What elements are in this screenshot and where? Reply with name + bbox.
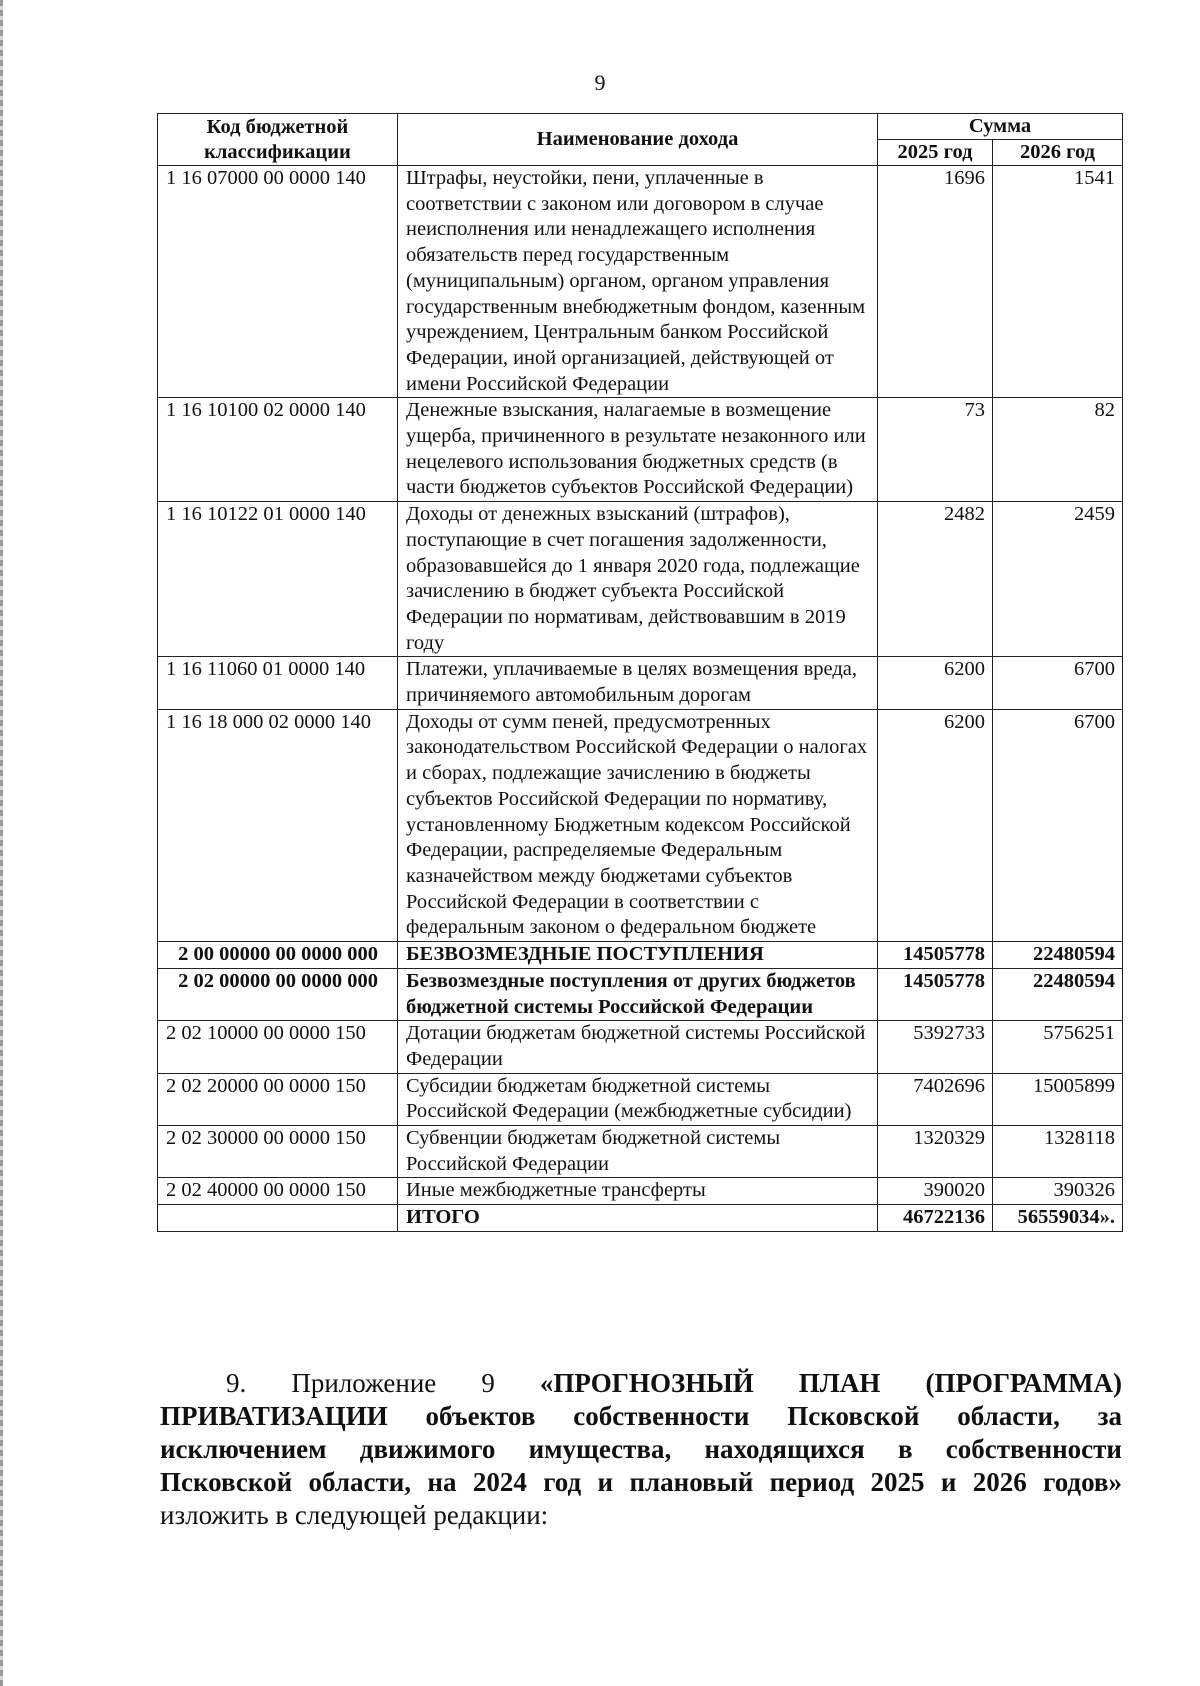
row-code: 2 00 00000 00 0000 000 xyxy=(158,942,398,969)
row-value-2026: 5756251 xyxy=(993,1021,1123,1073)
row-code: 2 02 00000 00 0000 000 xyxy=(158,968,398,1020)
row-value-2026: 15005899 xyxy=(993,1073,1123,1125)
row-value-2025: 2482 xyxy=(878,502,993,657)
row-code: 2 02 20000 00 0000 150 xyxy=(158,1073,398,1125)
table-row xyxy=(158,1126,1123,1178)
scan-edge xyxy=(0,0,3,1686)
header-name: Наименование дохода xyxy=(398,114,878,166)
header-year-2026: 2026 год xyxy=(993,140,1123,166)
row-value-2026: 22480594 xyxy=(993,942,1123,969)
row-value-2025: 1696 xyxy=(878,166,993,398)
row-name: Штрафы, неустойки, пени, уплаченные в соответствии с законом или договором в случае неисполнения или ненадлежащего исполнения обязательств перед государственным (муниципальным) органом, органом управления государственным внебюджетным фондом, казенным учреждением, Центральным банком Российской Федерации, иной организацией, действующей от имени Российской Федерации xyxy=(398,166,878,398)
row-value-2026: 1328118 xyxy=(993,1126,1123,1178)
row-name: Дотации бюджетам бюджетной системы Российской Федерации xyxy=(398,1021,878,1073)
row-code: 1 16 10122 01 0000 140 xyxy=(158,502,398,657)
page-number: 9 xyxy=(594,70,606,95)
table-row xyxy=(158,502,1123,657)
row-name: Денежные взыскания, налагаемые в возмещение ущерба, причиненного в результате незаконного или нецелевого использования бюджетных средств (в части бюджетов субъектов Российской Федерации) xyxy=(398,398,878,502)
row-value-2025: 7402696 xyxy=(878,1073,993,1125)
row-value-2025: 6200 xyxy=(878,709,993,941)
row-value-2025: 73 xyxy=(878,398,993,502)
paragraph-bold-title: «ПРОГНОЗНЫЙ ПЛАН (ПРОГРАММА) ПРИВАТИЗАЦИИ объектов собственности Псковской области, за исключением движимого имущества, находящихся в собственности Псковской области, на 2024 год и плановый период 2025 и 2026 годов» xyxy=(160,1368,1122,1497)
table-row xyxy=(158,1073,1123,1125)
table-row xyxy=(158,166,1123,398)
row-name: Платежи, уплачиваемые в целях возмещения вреда, причиняемого автомобильным дорогам xyxy=(398,657,878,709)
row-name: Доходы от сумм пеней, предусмотренных законодательством Российской Федерации о налогах и сборах, подлежащие зачислению в бюджеты субъектов Российской Федерации по нормативу, установленному Бюджетным кодексом Российской Федерации, распределяемые Федеральным казначейством между бюджетами субъектов Российской Федерации в соответствии с федеральным законом о федеральном бюджете xyxy=(398,709,878,941)
table-row xyxy=(158,1178,1123,1205)
row-value-2026: 6700 xyxy=(993,709,1123,941)
paragraph-tail: изложить в следующей редакции: xyxy=(160,1500,549,1530)
row-name: БЕЗВОЗМЕЗДНЫЕ ПОСТУПЛЕНИЯ xyxy=(398,942,878,969)
table-row xyxy=(158,942,1123,969)
row-value-2026: 1541 xyxy=(993,166,1123,398)
row-name: Безвозмездные поступления от других бюджетов бюджетной системы Российской Федерации xyxy=(398,968,878,1020)
header-sum: Сумма xyxy=(878,114,1123,140)
row-code: 1 16 18 000 02 0000 140 xyxy=(158,709,398,941)
table-row xyxy=(158,709,1123,941)
row-value-2026: 2459 xyxy=(993,502,1123,657)
row-value-2026: 390326 xyxy=(993,1178,1123,1205)
row-value-2026: 82 xyxy=(993,398,1123,502)
row-code: 1 16 10100 02 0000 140 xyxy=(158,398,398,502)
revenue-table xyxy=(157,113,1123,1232)
row-code: 1 16 11060 01 0000 140 xyxy=(158,657,398,709)
table-row xyxy=(158,1021,1123,1073)
table-row xyxy=(158,968,1123,1020)
total-value-2025: 46722136 xyxy=(878,1205,993,1232)
total-row xyxy=(158,1205,1123,1232)
amendment-paragraph xyxy=(160,1367,1122,1532)
row-name: Доходы от денежных взысканий (штрафов), поступающие в счет погашения задолженности, образовавшейся до 1 января 2020 года, подлежащие зачислению в бюджет субъекта Российской Федерации по нормативам, действовавшим в 2019 году xyxy=(398,502,878,657)
row-value-2026: 6700 xyxy=(993,657,1123,709)
total-code-empty xyxy=(158,1205,398,1232)
row-value-2025: 390020 xyxy=(878,1178,993,1205)
row-value-2025: 14505778 xyxy=(878,968,993,1020)
row-code: 1 16 07000 00 0000 140 xyxy=(158,166,398,398)
row-value-2025: 5392733 xyxy=(878,1021,993,1073)
row-code: 2 02 10000 00 0000 150 xyxy=(158,1021,398,1073)
row-name: Иные межбюджетные трансферты xyxy=(398,1178,878,1205)
row-code: 2 02 40000 00 0000 150 xyxy=(158,1178,398,1205)
row-value-2025: 14505778 xyxy=(878,942,993,969)
total-value-2026: 56559034». xyxy=(993,1205,1123,1232)
row-name: Субсидии бюджетам бюджетной системы Российской Федерации (межбюджетные субсидии) xyxy=(398,1073,878,1125)
header-year-2025: 2025 год xyxy=(878,140,993,166)
total-label: ИТОГО xyxy=(398,1205,878,1232)
table-row xyxy=(158,398,1123,502)
row-value-2025: 1320329 xyxy=(878,1126,993,1178)
paragraph-lead: 9. Приложение 9 xyxy=(226,1368,540,1398)
header-code: Код бюджетной классификации xyxy=(158,114,398,166)
row-value-2026: 22480594 xyxy=(993,968,1123,1020)
table-row xyxy=(158,657,1123,709)
row-name: Субвенции бюджетам бюджетной системы Российской Федерации xyxy=(398,1126,878,1178)
row-code: 2 02 30000 00 0000 150 xyxy=(158,1126,398,1178)
table-body xyxy=(158,166,1123,1232)
row-value-2025: 6200 xyxy=(878,657,993,709)
